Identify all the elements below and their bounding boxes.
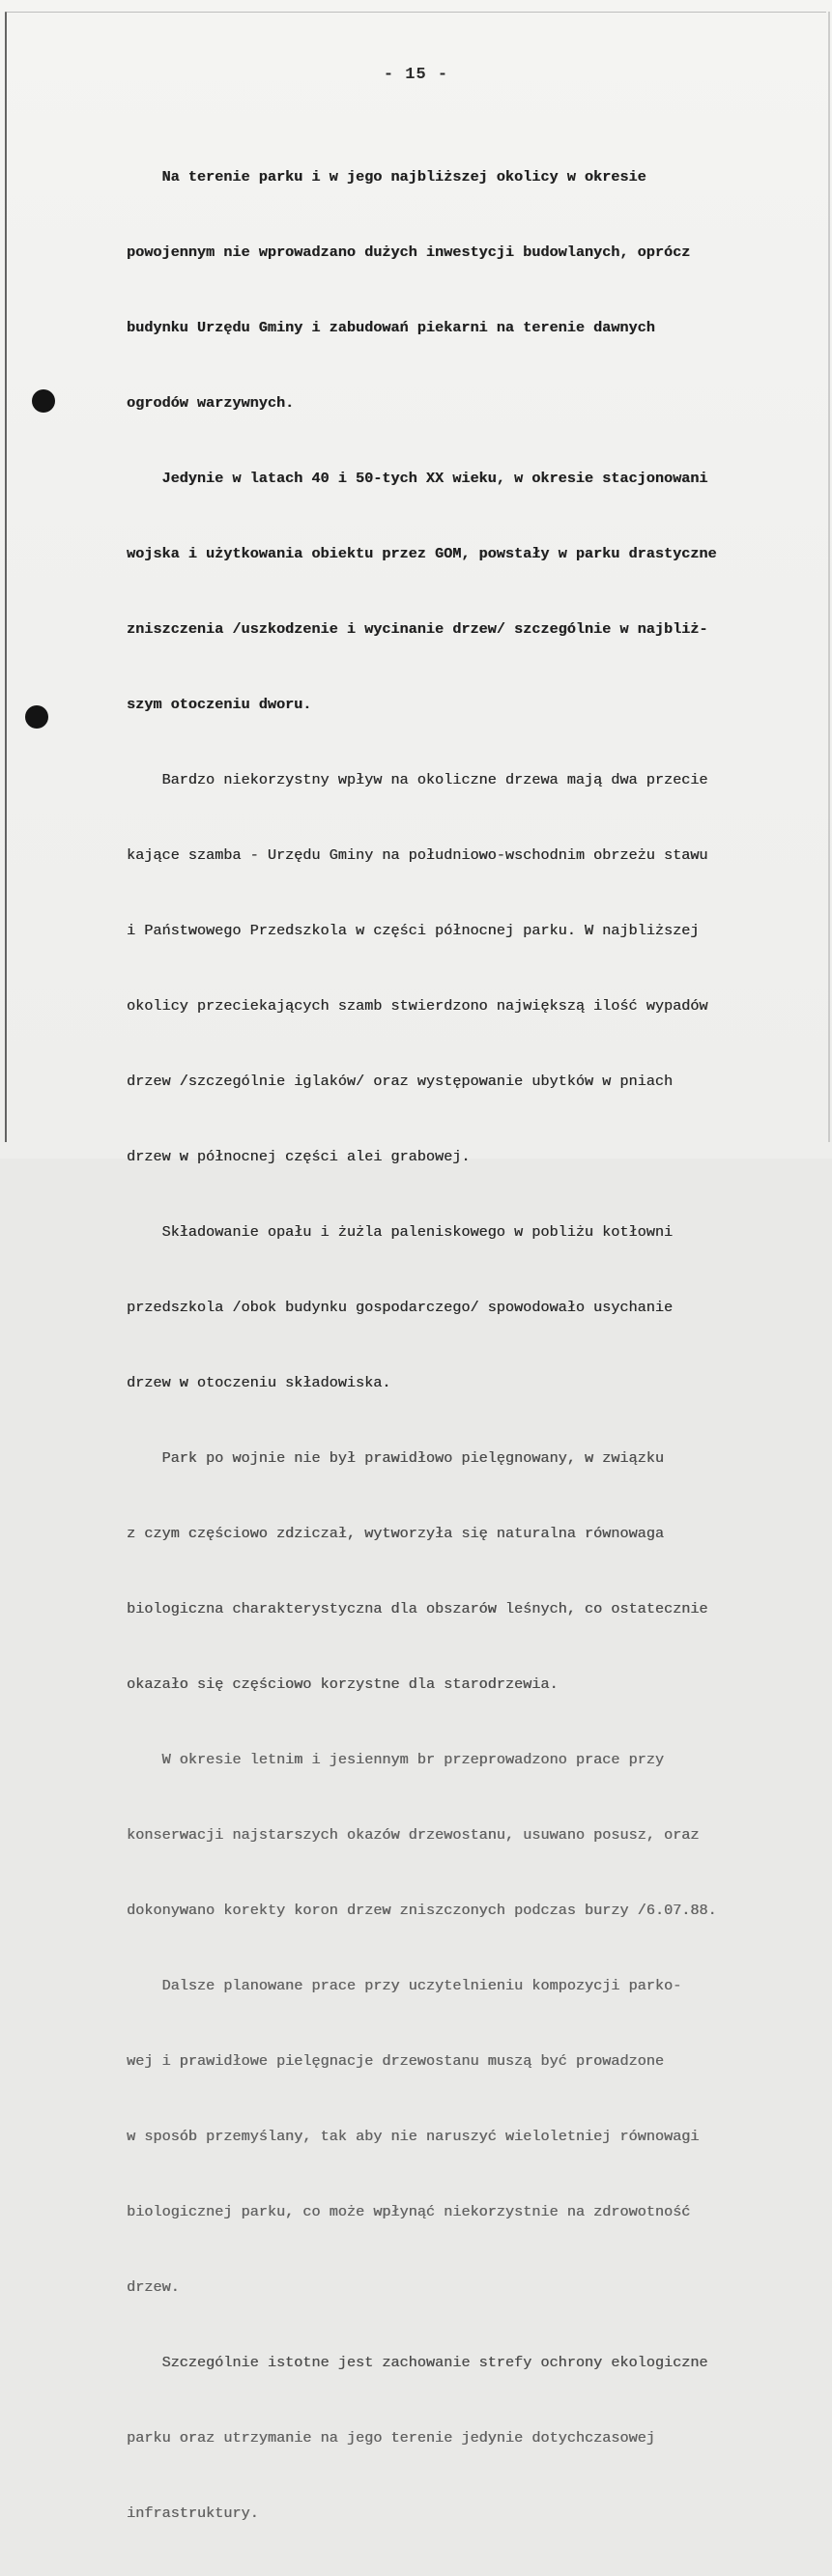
text-line: biologiczna charakterystyczna dla obszarów leśnych, co ostatecznie (127, 1600, 708, 1617)
text-line: okazało się częściowo korzystne dla starodrzewia. (127, 1675, 559, 1693)
text-line: z czym częściowo zdziczał, wytworzyła się naturalna równowaga (127, 1525, 664, 1542)
text-line: drzew. (127, 2278, 180, 2296)
text-line: Na terenie parku i w jego najbliższej okolicy w okresie (127, 168, 646, 186)
text-line: infrastruktury. (127, 2504, 259, 2522)
text-line: W okresie letnim i jesiennym br przeprowadzono prace przy (127, 1751, 664, 1768)
text-line: Jedynie w latach 40 i 50-tych XX wieku, w okresie stacjonowani (127, 470, 708, 487)
text-line: drzew w północnej części alei grabowej. (127, 1148, 471, 1165)
text-line: biologicznej parku, co może wpłynąć niekorzystnie na zdrowotność (127, 2203, 691, 2220)
text-line: Składowanie opału i żużla paleniskowego w pobliżu kotłowni (127, 1223, 674, 1241)
body-text (127, 114, 832, 2576)
left-edge-line (5, 12, 7, 1142)
top-edge-line (5, 12, 826, 13)
text-line: dokonywano korekty koron drzew zniszczonych podczas burzy /6.07.88. (127, 1902, 717, 1919)
text-line: wojska i użytkowania obiektu przez GOM, powstały w parku drastyczne (127, 545, 717, 562)
text-line: Dalsze planowane prace przy uczytelnieniu kompozycji parko- (127, 1977, 682, 1994)
text-line: i Państwowego Przedszkola w części północnej parku. W najbliższej (127, 922, 700, 939)
text-line: parku oraz utrzymanie na jego terenie jedynie dotychczasowej (127, 2429, 655, 2447)
punch-hole-upper (32, 389, 55, 413)
text-line: Szczególnie istotne jest zachowanie strefy ochrony ekologiczne (127, 2354, 708, 2371)
punch-hole-lower (25, 705, 48, 729)
text-line: powojennym nie wprowadzano dużych inwestycji budowlanych, oprócz (127, 243, 691, 261)
text-line: wej i prawidłowe pielęgnacje drzewostanu muszą być prowadzone (127, 2052, 664, 2070)
text-line: zniszczenia /uszkodzenie i wycinanie drzew/ szczególnie w najbliż- (127, 620, 708, 638)
page-number: - 15 - (383, 66, 449, 84)
text-line: przedszkola /obok budynku gospodarczego/ spowodowało usychanie (127, 1299, 674, 1316)
text-line: ogrodów warzywnych. (127, 394, 295, 412)
text-line: budynku Urzędu Gminy i zabudowań piekarni na terenie dawnych (127, 319, 655, 336)
text-line: Park po wojnie nie był prawidłowo pielęgnowany, w związku (127, 1449, 664, 1467)
text-line: Bardzo niekorzystny wpływ na okoliczne drzewa mają dwa przecie (127, 771, 708, 788)
text-line: okolicy przeciekających szamb stwierdzono największą ilość wypadów (127, 997, 708, 1015)
text-line: szym otoczeniu dworu. (127, 696, 312, 713)
text-line: drzew w otoczeniu składowiska. (127, 1374, 391, 1391)
text-line: drzew /szczególnie iglaków/ oraz występowanie ubytków w pniach (127, 1073, 674, 1090)
text-line: w sposób przemyślany, tak aby nie naruszyć wieloletniej równowagi (127, 2128, 700, 2145)
text-line: konserwacji najstarszych okazów drzewostanu, usuwano posusz, oraz (127, 1826, 700, 1844)
text-line: kające szamba - Urzędu Gminy na południowo-wschodnim obrzeżu stawu (127, 846, 708, 864)
